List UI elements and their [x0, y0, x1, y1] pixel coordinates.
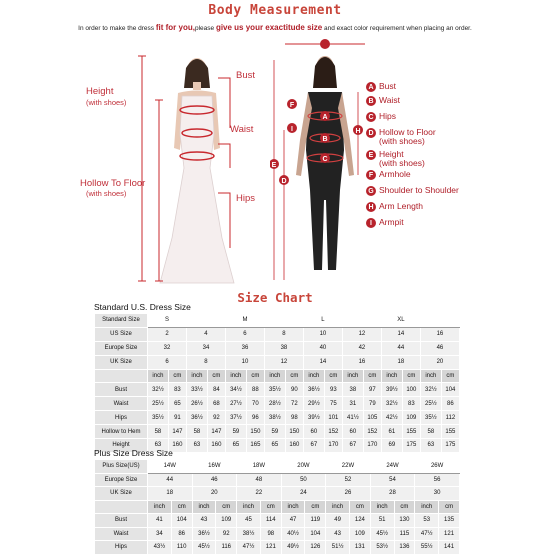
table-cell: 98 — [260, 527, 281, 541]
table-cell: 39½ — [303, 411, 324, 425]
row-label: UK Size — [95, 355, 148, 369]
letter-a-icon: A — [366, 82, 376, 92]
unit-cell: cm — [168, 369, 186, 383]
table-cell: 32 — [148, 341, 187, 355]
table-cell: 42½ — [381, 411, 402, 425]
legend-item-shoulder: G Shoulder to Shoulder — [366, 186, 459, 196]
table-cell: 6 — [225, 327, 264, 341]
table-row — [95, 460, 460, 474]
intro-part-1: In order to make the dress — [78, 25, 155, 32]
intro-part-3: please — [194, 25, 215, 32]
row-label: UK Size — [95, 487, 148, 501]
table-cell: 114 — [260, 514, 281, 528]
table-cell: 65 — [168, 397, 186, 411]
svg-text:B: B — [322, 136, 328, 143]
row-label: Bust — [95, 514, 148, 528]
table-row — [95, 425, 460, 439]
table-cell: 41 — [148, 514, 172, 528]
table-cell: 51 — [370, 514, 394, 528]
letter-b-icon: B — [366, 96, 376, 106]
row-label: Hips — [95, 411, 148, 425]
table-cell: 170 — [324, 439, 342, 453]
table-cell: 104 — [171, 514, 192, 528]
unit-cell: cm — [207, 369, 225, 383]
table-cell: 86 — [171, 527, 192, 541]
table-cell: 63 — [186, 439, 207, 453]
row-label — [95, 369, 148, 383]
table-cell: 101 — [324, 411, 342, 425]
table-cell: 10 — [303, 327, 342, 341]
table-row — [95, 514, 460, 528]
table-cell: 43 — [326, 527, 350, 541]
unit-cell: cm — [216, 500, 237, 514]
table-cell: 141 — [439, 541, 460, 555]
row-label: Plus Size(US) — [95, 460, 148, 474]
intro-part-5: and exact color requirement when placing an order. — [324, 25, 472, 32]
unit-cell: inch — [326, 500, 350, 514]
table-cell: 63 — [148, 439, 169, 453]
unit-cell: cm — [402, 369, 420, 383]
table-cell: 100 — [402, 383, 420, 397]
unit-cell: cm — [363, 369, 381, 383]
table-cell: 170 — [363, 439, 381, 453]
table-cell: 44 — [381, 341, 420, 355]
table-cell: 104 — [305, 527, 326, 541]
table-cell: 72 — [285, 397, 303, 411]
table-cell: 16 — [342, 355, 381, 369]
table-cell: 54 — [370, 473, 415, 487]
table-cell: 93 — [324, 383, 342, 397]
table-cell: 84 — [207, 383, 225, 397]
table-row — [95, 341, 460, 355]
table-row — [95, 487, 460, 501]
table-cell: 97 — [363, 383, 381, 397]
table-cell: 45½ — [192, 541, 216, 555]
table-cell: 70 — [246, 397, 264, 411]
intro-part-2: fit for you, — [155, 23, 195, 32]
table-cell: 36½ — [303, 383, 324, 397]
table-cell: 24 — [281, 487, 326, 501]
table-cell: 43½ — [148, 541, 172, 555]
table-cell: 155 — [402, 425, 420, 439]
table-cell: 53½ — [370, 541, 394, 555]
table-cell: 45½ — [370, 527, 394, 541]
table-cell: 121 — [260, 541, 281, 555]
table-cell: 124 — [350, 514, 371, 528]
table-cell: 46 — [192, 473, 237, 487]
unit-cell: inch — [225, 369, 246, 383]
table-cell: 8 — [264, 327, 303, 341]
unit-cell: cm — [285, 369, 303, 383]
table-cell: 65 — [264, 439, 285, 453]
svg-text:H: H — [355, 128, 361, 135]
table-cell: 160 — [168, 439, 186, 453]
table-cell: 32½ — [420, 383, 441, 397]
row-label: Hips — [95, 541, 148, 555]
table-cell: 47 — [281, 514, 305, 528]
table-cell: 18W — [237, 460, 282, 474]
row-label: US Size — [95, 327, 148, 341]
table-cell: 29½ — [303, 397, 324, 411]
table-cell: 150 — [285, 425, 303, 439]
row-label: Waist — [95, 397, 148, 411]
table-cell: 36 — [225, 341, 264, 355]
unit-cell: inch — [370, 500, 394, 514]
table-cell: 12 — [342, 327, 381, 341]
unit-cell: inch — [415, 500, 439, 514]
table-cell: 4 — [186, 327, 225, 341]
row-label: Hollow to Hem — [95, 425, 148, 439]
table-cell: 26½ — [186, 397, 207, 411]
legend-item-waist: B Waist — [366, 96, 400, 106]
table-cell: 175 — [441, 439, 459, 453]
table-cell: 110 — [171, 541, 192, 555]
table-cell: 38 — [264, 341, 303, 355]
table-cell: 55½ — [415, 541, 439, 555]
unit-cell: inch — [342, 369, 363, 383]
table-cell: 10 — [225, 355, 264, 369]
row-label: Europe Size — [95, 341, 148, 355]
unit-cell: cm — [260, 500, 281, 514]
svg-text:A: A — [322, 114, 328, 121]
table-cell: 49½ — [281, 541, 305, 555]
table-cell: 152 — [324, 425, 342, 439]
table-cell: 115 — [394, 527, 415, 541]
unit-cell: inch — [186, 369, 207, 383]
table-cell: 14 — [303, 355, 342, 369]
legend-item-bust: A Bust — [366, 82, 396, 92]
row-label: Standard Size — [95, 314, 148, 328]
table-cell: 46 — [420, 341, 459, 355]
table-cell: 126 — [305, 541, 326, 555]
table-cell: 68 — [207, 397, 225, 411]
table-cell — [342, 314, 381, 328]
table-cell: 2 — [148, 327, 187, 341]
table-cell: 32½ — [148, 383, 169, 397]
letter-c-icon: C — [366, 112, 376, 122]
table-cell: 83 — [402, 397, 420, 411]
table-cell: 96 — [246, 411, 264, 425]
height-label: Height — [86, 86, 114, 97]
table-cell: 59 — [225, 425, 246, 439]
table-cell: 20 — [192, 487, 237, 501]
table-cell: 26 — [326, 487, 371, 501]
table-cell: 109 — [402, 411, 420, 425]
size-chart-title: Size Chart — [237, 290, 313, 305]
table-cell: 28½ — [264, 397, 285, 411]
table-cell: 69 — [381, 439, 402, 453]
table-cell: 79 — [363, 397, 381, 411]
table-row — [95, 541, 460, 555]
svg-text:D: D — [281, 178, 287, 185]
unit-cell: inch — [148, 369, 169, 383]
table-row — [95, 327, 460, 341]
table-cell: 147 — [207, 425, 225, 439]
table-cell: 14W — [148, 460, 193, 474]
plus-table-title: Plus Size Dress Size — [94, 448, 173, 458]
table-cell: 33½ — [186, 383, 207, 397]
letter-f-icon: F — [366, 170, 376, 180]
table-cell: 38½ — [237, 527, 261, 541]
table-cell: 32½ — [381, 397, 402, 411]
table-cell — [264, 314, 303, 328]
right-measurement-figure — [270, 30, 370, 285]
row-label: Waist — [95, 527, 148, 541]
unit-row — [95, 369, 460, 383]
table-cell: 39½ — [381, 383, 402, 397]
table-cell: 147 — [168, 425, 186, 439]
table-cell: 47½ — [237, 541, 261, 555]
table-cell: 121 — [439, 527, 460, 541]
unit-cell: cm — [324, 369, 342, 383]
table-cell: XL — [381, 314, 420, 328]
table-cell: 130 — [394, 514, 415, 528]
letter-h-icon: H — [366, 202, 376, 212]
table-cell: 105 — [363, 411, 381, 425]
unit-cell: inch — [420, 369, 441, 383]
table-cell: 36½ — [192, 527, 216, 541]
unit-cell: inch — [237, 500, 261, 514]
table-cell: 131 — [350, 541, 371, 555]
table-cell: 52 — [326, 473, 371, 487]
table-cell: 45 — [237, 514, 261, 528]
table-cell: 83 — [168, 383, 186, 397]
table-cell: 42 — [342, 341, 381, 355]
svg-text:E: E — [271, 162, 277, 169]
table-cell: 43 — [192, 514, 216, 528]
table-cell: 60 — [342, 425, 363, 439]
table-cell: 20 — [420, 355, 459, 369]
table-cell: 22W — [326, 460, 371, 474]
table-cell: 18 — [381, 355, 420, 369]
unit-cell: cm — [171, 500, 192, 514]
table-cell: 38½ — [264, 411, 285, 425]
hollow-sub-label: (with shoes) — [86, 189, 127, 198]
table-cell: 35½ — [148, 411, 169, 425]
table-cell: 28 — [370, 487, 415, 501]
unit-cell: cm — [350, 500, 371, 514]
table-cell: 25½ — [420, 397, 441, 411]
table-cell: 40½ — [281, 527, 305, 541]
table-cell: 75 — [324, 397, 342, 411]
table-cell: 92 — [216, 527, 237, 541]
table-cell: 26W — [415, 460, 460, 474]
table-cell: 14 — [381, 327, 420, 341]
unit-cell: cm — [441, 369, 459, 383]
unit-cell: cm — [246, 369, 264, 383]
table-cell: 6 — [148, 355, 187, 369]
table-cell: 25½ — [148, 397, 169, 411]
table-cell: 109 — [350, 527, 371, 541]
table-cell: 35½ — [420, 411, 441, 425]
table-cell: 112 — [441, 411, 459, 425]
unit-cell: inch — [264, 369, 285, 383]
table-cell: 22 — [237, 487, 282, 501]
table-cell: 58 — [148, 425, 169, 439]
table-cell: L — [303, 314, 342, 328]
letter-d-icon: D — [366, 128, 376, 138]
row-label: Bust — [95, 383, 148, 397]
page-title: Body Measurement — [208, 3, 342, 18]
table-cell: 16W — [192, 460, 237, 474]
table-cell: 30 — [415, 487, 460, 501]
legend-item-hips: C Hips — [366, 112, 396, 122]
unit-cell: inch — [381, 369, 402, 383]
hips-label: Hips — [236, 193, 256, 204]
table-row — [95, 473, 460, 487]
table-cell: 91 — [168, 411, 186, 425]
table-row — [95, 314, 460, 328]
hollow-label: Hollow To Floor — [80, 178, 146, 189]
unit-cell: cm — [439, 500, 460, 514]
plus-size-table — [94, 459, 460, 555]
svg-text:F: F — [289, 102, 295, 109]
table-cell: 160 — [207, 439, 225, 453]
legend-item-arm-length: H Arm Length — [366, 202, 423, 212]
table-cell: S — [148, 314, 187, 328]
table-cell: 8 — [186, 355, 225, 369]
table-cell: 60 — [303, 425, 324, 439]
table-cell: 98 — [285, 411, 303, 425]
table-cell: 160 — [285, 439, 303, 453]
svg-text:C: C — [322, 156, 328, 163]
table-cell: 40 — [303, 341, 342, 355]
height-sub-label: (with shoes) — [86, 98, 127, 107]
waist-label: Waist — [230, 124, 254, 135]
table-row — [95, 397, 460, 411]
table-cell — [420, 314, 459, 328]
row-label: Europe Size — [95, 473, 148, 487]
table-cell: 155 — [441, 425, 459, 439]
dress-figure-svg — [0, 38, 270, 288]
standard-size-table — [94, 313, 460, 453]
table-cell: 34 — [148, 527, 172, 541]
table-cell: M — [225, 314, 264, 328]
unit-cell: inch — [303, 369, 324, 383]
table-cell: 53 — [415, 514, 439, 528]
table-cell: 152 — [363, 425, 381, 439]
row-label — [95, 500, 148, 514]
table-cell: 37½ — [225, 411, 246, 425]
table-cell: 48 — [237, 473, 282, 487]
standard-table-title: Standard U.S. Dress Size — [94, 302, 191, 312]
table-cell: 36½ — [186, 411, 207, 425]
table-cell — [186, 314, 225, 328]
table-cell: 135 — [439, 514, 460, 528]
table-cell: 24W — [370, 460, 415, 474]
model-figure-svg — [270, 30, 370, 285]
unit-cell: cm — [305, 500, 326, 514]
svg-text:I: I — [291, 126, 293, 133]
table-cell: 88 — [246, 383, 264, 397]
table-cell: 90 — [285, 383, 303, 397]
unit-cell: cm — [394, 500, 415, 514]
table-cell: 67 — [342, 439, 363, 453]
table-cell: 58 — [186, 425, 207, 439]
table-cell: 119 — [305, 514, 326, 528]
table-cell: 34½ — [225, 383, 246, 397]
table-cell: 16 — [420, 327, 459, 341]
letter-g-icon: G — [366, 186, 376, 196]
table-cell: 41½ — [342, 411, 363, 425]
table-cell: 65 — [225, 439, 246, 453]
unit-row — [95, 500, 460, 514]
table-cell: 47½ — [415, 527, 439, 541]
table-row — [95, 411, 460, 425]
table-cell: 18 — [148, 487, 193, 501]
row-label: Height — [95, 439, 148, 453]
table-cell: 49 — [326, 514, 350, 528]
table-cell: 50 — [281, 473, 326, 487]
unit-cell: inch — [148, 500, 172, 514]
unit-cell: inch — [192, 500, 216, 514]
table-cell: 51½ — [326, 541, 350, 555]
table-cell: 12 — [264, 355, 303, 369]
table-cell: 20W — [281, 460, 326, 474]
letter-i-icon: I — [366, 218, 376, 228]
table-cell: 34 — [186, 341, 225, 355]
table-cell: 44 — [148, 473, 193, 487]
table-cell: 116 — [216, 541, 237, 555]
table-cell: 175 — [402, 439, 420, 453]
table-cell: 67 — [303, 439, 324, 453]
intro-part-4: give us your exactitude size — [215, 23, 323, 32]
table-row — [95, 383, 460, 397]
table-cell: 104 — [441, 383, 459, 397]
table-cell: 136 — [394, 541, 415, 555]
bust-label: Bust — [236, 70, 256, 81]
table-cell: 109 — [216, 514, 237, 528]
table-cell: 58 — [420, 425, 441, 439]
left-measurement-figure — [0, 38, 270, 288]
table-cell: 35½ — [264, 383, 285, 397]
letter-e-icon: E — [366, 150, 376, 160]
table-cell: 61 — [381, 425, 402, 439]
table-cell: 31 — [342, 397, 363, 411]
legend-item-hollow: D Hollow to Floor (with shoes) — [366, 128, 436, 146]
table-row — [95, 527, 460, 541]
table-cell: 56 — [415, 473, 460, 487]
table-cell: 59 — [264, 425, 285, 439]
legend-item-height: E Height (with shoes) — [366, 150, 425, 168]
table-cell: 150 — [246, 425, 264, 439]
table-cell: 38 — [342, 383, 363, 397]
table-cell: 27½ — [225, 397, 246, 411]
table-row — [95, 355, 460, 369]
legend-item-armhole: F Armhole — [366, 170, 411, 180]
table-cell: 86 — [441, 397, 459, 411]
unit-cell: inch — [281, 500, 305, 514]
table-cell: 92 — [207, 411, 225, 425]
table-cell: 165 — [246, 439, 264, 453]
table-cell: 63 — [420, 439, 441, 453]
legend-item-armpit: I Armpit — [366, 218, 404, 228]
